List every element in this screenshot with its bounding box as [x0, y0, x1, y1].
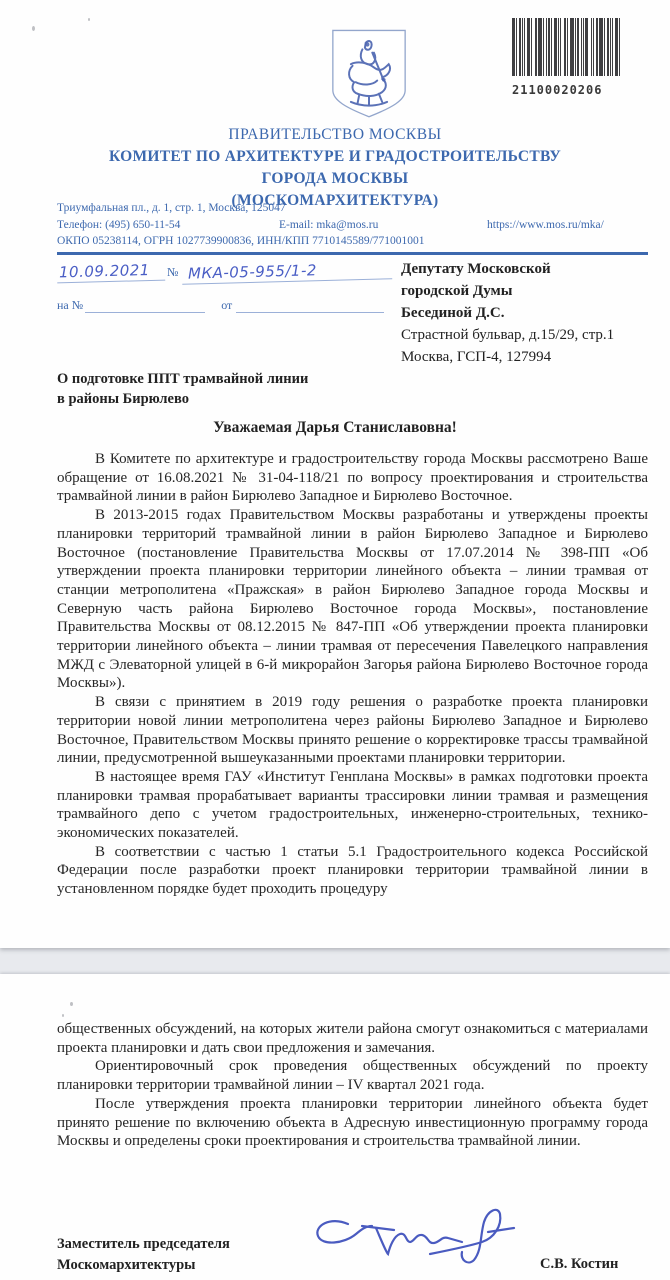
letter-page-2	[0, 974, 670, 1280]
number-sign: №	[167, 265, 179, 279]
handwritten-signature-icon	[310, 1202, 520, 1272]
recipient-line: городской Думы	[401, 283, 513, 299]
recipient-block	[401, 258, 651, 368]
barcode	[512, 18, 630, 97]
contact-address: Триумфальная пл., д. 1, стр. 1, Москва, 125047	[57, 202, 286, 214]
letter-number-handwritten: МКА-05-955/1-2	[182, 259, 392, 284]
ot-date-blank	[236, 312, 384, 313]
letter-body-page-2	[57, 1020, 648, 1151]
scan-speck	[32, 26, 35, 31]
ot-label: от	[221, 298, 233, 312]
na-number-blank	[85, 312, 205, 313]
contact-codes: ОКПО 05238114, ОГРН 1027739900836, ИНН/КПП 7710145589/771001001	[57, 235, 425, 247]
contact-phone: Телефон: (495) 650-11-54	[57, 218, 181, 231]
letterhead-committee-2: ГОРОДА МОСКВЫ	[261, 170, 409, 187]
scan-speck	[62, 1014, 64, 1017]
paragraph: В настоящее время ГАУ «Институт Генплана Москвы» в рамках подготовки проекта планировки трамвая прорабатывает варианты трассировки линии трамвая и размещения трамвайного депо с учетом градостроительных, инженерно-строительных, технико-экономических показателей.	[57, 768, 648, 842]
subject-line-1: О подготовке ППТ трамвайной линии	[57, 371, 309, 387]
contact-email: E-mail: mka@mos.ru	[279, 218, 379, 231]
paragraph: общественных обсуждений, на которых жители района смогут ознакомиться с материалами проекта планировки и дать свои предложения и замечания.	[57, 1021, 648, 1056]
paragraph: В связи с принятием в 2019 году решения о разработке проекта планировки территории новой линии метрополитена через районы Бирюлево Западное и Бирюлево Восточное, Правительством Москвы принято решение о корректировке трассы трамвайной линии, предусмотренной вышеуказанными проектами планировки территории.	[57, 694, 648, 767]
reference-block	[57, 262, 397, 313]
moscow-coat-of-arms-icon	[324, 28, 414, 120]
contact-block	[57, 200, 647, 250]
signer-position-line-2: Москомархитектуры	[57, 1257, 196, 1273]
subject-block	[57, 369, 417, 409]
letterhead-committee-1: КОМИТЕТ ПО АРХИТЕКТУРЕ И ГРАДОСТРОИТЕЛЬСТВУ	[108, 148, 562, 165]
recipient-line: Депутату Московской	[401, 261, 551, 277]
paragraph: Ориентировочный срок проведения общественных обсуждений по проекту планировки территории трамвайной линии – IV квартал 2021 года.	[57, 1058, 648, 1094]
letterhead-government: ПРАВИТЕЛЬСТВО МОСКВЫ	[228, 126, 442, 143]
scan-speck	[88, 18, 90, 21]
scan-speck	[70, 1002, 73, 1006]
letterhead-divider	[57, 252, 648, 255]
salutation: Уважаемая Дарья Станиславовна!	[213, 419, 457, 436]
paragraph: В соответствии с частью 1 статьи 5.1 Градостроительного кодекса Российской Федерации после разработки проект планировки территории трамвайной линии в установленном порядке будет проходить процедуру	[57, 843, 648, 898]
signer-position	[57, 1234, 297, 1276]
recipient-name: Бесединой Д.С.	[401, 305, 505, 321]
subject-line-2: в районы Бирюлево	[57, 391, 189, 407]
signer-position-line-1: Заместитель председателя	[57, 1236, 230, 1252]
barcode-bars-icon	[512, 18, 624, 76]
signer-name: С.В. Костин	[540, 1256, 619, 1272]
recipient-city: Москва, ГСП-4, 127994	[401, 349, 552, 365]
barcode-number: 21100020206	[512, 83, 603, 97]
letter-body-page-1	[57, 450, 648, 899]
letterhead	[0, 124, 670, 212]
paragraph: В 2013-2015 годах Правительством Москвы разработаны и утверждены проекты планировки территорий трамвайной линии в район Бирюлево Западное и Бирюлево Восточное (постановление Правительства Москвы от 17.07.2014 № 398-ПП «Об утверждении проекта планировки территории линейного объекта – линии трамвая от станции метрополитена «Пражская» в район Бирюлево Западное города Москвы и Северную часть района Бирюлево Восточное города Москвы», постановление Правительства Москвы от 08.12.2015 № 847-ПП «Об утверждении проекта планировки территории линейного объекта – линии трамвая от пересечения Павелецкого направления МЖД с Элеваторной улицей в 6-й микрорайон Загорья района Бирюлево Восточное города Москвы»).	[57, 507, 648, 692]
letter-date-handwritten: 10.09.2021	[57, 261, 165, 284]
recipient-address: Страстной бульвар, д.15/29, стр.1	[401, 327, 615, 343]
contact-website: https://www.mos.ru/mka/	[487, 218, 604, 231]
na-number-label: на №	[57, 298, 84, 312]
paragraph: После утверждения проекта планировки территории линейного объекта будет принято решение по включению объекта в Адресную инвестиционную программу города Москвы и определены сроки проектирования и строительства трамвайной линии.	[57, 1095, 648, 1150]
paragraph: В Комитете по архитектуре и градостроительству города Москвы рассмотрено Ваше обращение от 16.08.2021 № 31-04-118/21 по вопросу проектирования и строительства трамвайной линии в район Бирюлево Западное и Бирюлево Восточное.	[57, 451, 648, 505]
letterhead-committee-3: (МОСКОМАРХИТЕКТУРА)	[231, 192, 439, 209]
